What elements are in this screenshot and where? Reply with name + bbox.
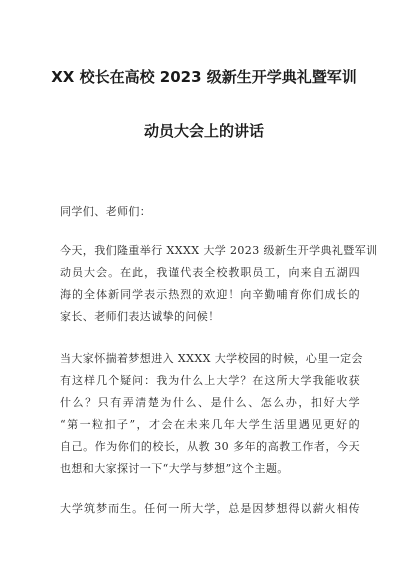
greeting: 同学们、老师们： (60, 205, 152, 218)
document-title-line-1: XX 校长在高校 2023 级新生开学典礼暨军训 (51, 68, 357, 86)
paragraph-2-line-1: 当大家怀揣着梦想进入 XXXX 大学校园的时候，心里一定会 (60, 352, 363, 365)
paragraph-2-line-5: 自己。作为你们的校长，从教 30 多年的高教工作者，今天 (60, 440, 360, 453)
paragraph-2-line-6: 也想和大家探讨一下“大学与梦想”这个主题。 (60, 462, 289, 475)
paragraph-3-line-1: 大学筑梦而生。任何一所大学，总是因梦想得以薪火相传 (60, 502, 360, 515)
paragraph-2-line-2: 有这样几个疑问：我为什么上大学？在这所大学我能收获 (60, 374, 360, 387)
paragraph-1-line-1: 今天，我们隆重举行 XXXX 大学 2023 级新生开学典礼暨军训 (60, 244, 378, 257)
document-title-line-2: 动员大会上的讲话 (143, 122, 264, 140)
paragraph-1-line-4: 家长、老师们表达诚挚的问候！ (60, 310, 220, 323)
paragraph-2-line-4: “第一粒扣子”，才会在未来几年大学生活里遇见更好的 (60, 418, 360, 431)
paragraph-1-line-2: 动员大会。在此，我谨代表全校教职员工，向来自五湖四 (60, 266, 360, 279)
paragraph-1-line-3: 海的全体新同学表示热烈的欢迎！向辛勤哺育你们成长的 (60, 288, 360, 301)
paragraph-2-line-3: 什么？只有弄清楚为什么、是什么、怎么办，扣好大学 (60, 396, 360, 409)
